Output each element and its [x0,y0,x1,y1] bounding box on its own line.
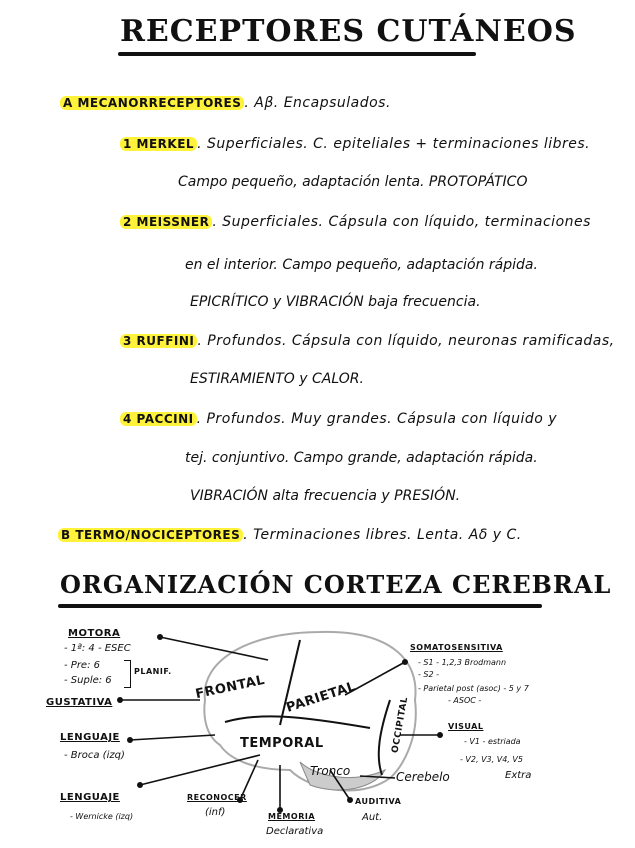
arrow-motora [160,637,268,660]
lenguaje-wernicke-sub: - Wernicke (izq) [70,812,134,821]
arrow-head-gustativa [117,697,123,703]
visual-line-3: Extra [505,770,532,781]
lobe-cerebelo: Cerebelo [396,770,450,784]
reconocer-title: RECONOCER [187,793,247,802]
merkel-text-1: . Superficiales. C. epiteliales + terminaciones libres. [197,136,591,152]
lobe-frontal: FRONTAL [194,672,267,703]
motora-brace-label: PLANIF. [134,667,172,676]
visual-line-2: - V2, V3, V4, V5 [460,755,523,764]
somato-line-1: - S1 - 1,2,3 Brodmann [418,658,507,667]
ruffini-text-1: . Profundos. Cápsula con líquido, neuronas ramificadas, [197,333,615,349]
arrow-head-motora [157,634,163,640]
page-title: RECEPTORES CUTÁNEOS [120,14,577,49]
ruffini-line-2: ESTIRAMIENTO y CALOR. [190,371,364,387]
visual-line-1: - V1 - estriada [464,737,521,746]
somato-title: SOMATOSENSITIVA [410,643,503,652]
lateral-sulcus [225,716,370,728]
memoria-sub: Declarativa [266,826,324,837]
meissner-line-3: EPICRÍTICO y VIBRACIÓN baja frecuencia. [190,294,481,310]
paccini-line-2: tej. conjuntivo. Campo grande, adaptación rápida. [185,450,538,466]
arrow-head-wernicke [137,782,143,788]
arrow-head-broca [127,737,133,743]
section-subtitle: ORGANIZACIÓN CORTEZA CEREBRAL [60,570,612,599]
arrow-head-visual [437,732,443,738]
meissner-text-1: . Superficiales. Cápsula con líquido, terminaciones [212,214,591,230]
paccini-line-3: VIBRACIÓN alta frecuencia y PRESIÓN. [190,488,461,504]
arrow-wernicke [140,755,260,785]
somato-line-4: - ASOC - [448,696,482,705]
somato-line-3: - Parietal post (asoc) - 5 y 7 [418,684,529,693]
meissner-line-2: en el interior. Campo pequeño, adaptación rápida. [185,257,538,273]
lenguaje-broca-title: LENGUAJE [60,732,120,743]
ruffini-label: 3 RUFFINI [120,334,197,348]
lobe-tronco: Tronco [310,764,351,778]
motora-line-3: - Suple: 6 [64,675,112,686]
reconocer-sub: (inf) [205,807,226,818]
merkel-label: 1 MERKEL [120,137,197,151]
auditiva-title: AUDITIVA [355,797,402,806]
motora-title: MOTORA [68,628,121,639]
paccini-text-1: . Profundos. Muy grandes. Cápsula con líquido y [196,411,558,427]
arrow-broca [130,735,215,740]
meissner-label: 2 MEISSNER [120,215,212,229]
lenguaje-broca-sub: - Broca (izq) [64,750,125,761]
somato-line-2: - S2 - [418,670,440,679]
arrow-head-auditiva [347,797,353,803]
parieto-occipital-line [379,700,390,775]
paccini-label: 4 PACCINI [120,412,197,426]
section-a-heading-rest: . Aβ. Encapsulados. [244,95,391,111]
section-a-heading-label: A MECANORRECEPTORES [60,96,244,110]
motora-brace [124,660,131,688]
visual-title: VISUAL [448,722,484,731]
motora-line-1: - 1ª: 4 - ESEC [64,643,131,654]
motora-line-2: - Pre: 6 [64,660,100,671]
lobe-temporal: TEMPORAL [240,736,324,751]
gustativa-label: GUSTATIVA [46,697,113,708]
lobe-parietal: PARIETAL [284,679,358,716]
lobe-occipital: OCCIPITAL [390,696,411,754]
auditiva-sub: Aut. [362,812,383,823]
lenguaje-wernicke-title: LENGUAJE [60,792,120,803]
memoria-title: MEMORIA [268,812,316,821]
arrow-head-somato [402,659,408,665]
section-b-label: B TERMO/NOCICEPTORES [58,528,243,542]
section-b-rest: . Terminaciones libres. Lenta. Aδ y C. [243,527,522,543]
merkel-line-2: Campo pequeño, adaptación lenta. PROTOPÁTICO [178,174,528,190]
